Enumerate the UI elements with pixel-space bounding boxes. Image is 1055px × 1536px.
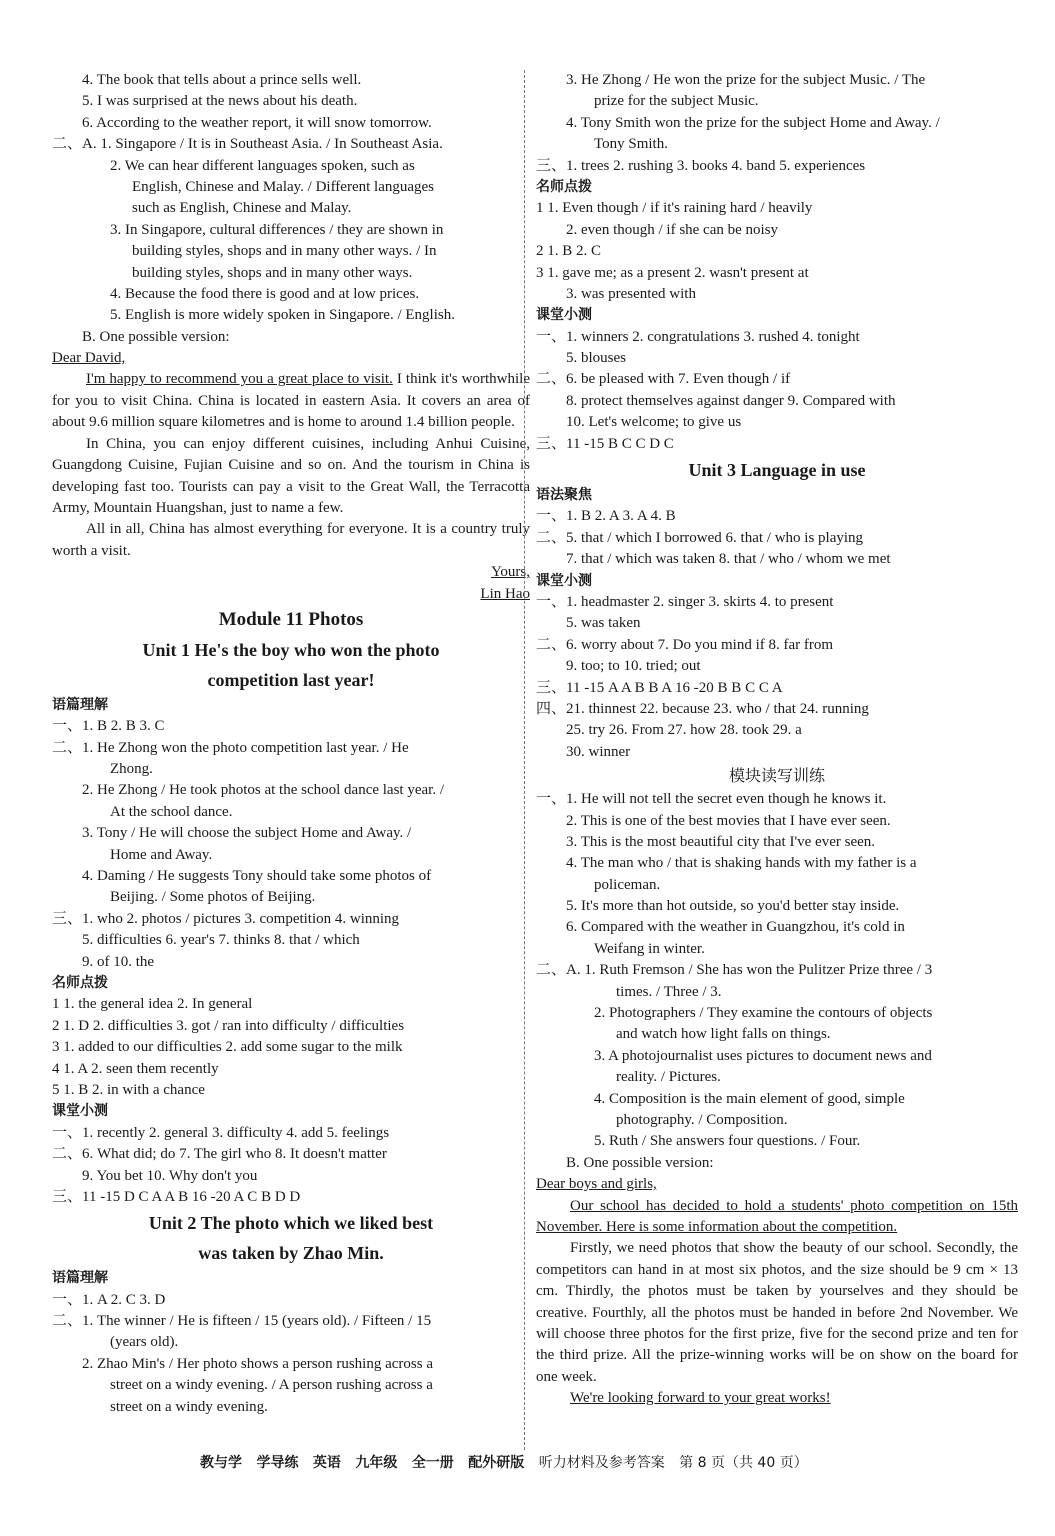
left-line: 4. Daming / He suggests Tony should take some photos of (82, 868, 432, 885)
left-line: 6. According to the weather report, it will snow tomorrow. (82, 114, 432, 131)
left-line: 一、1. B 2. B 3. C (52, 718, 165, 735)
right-line: Tony Smith. (594, 136, 668, 153)
right-column (536, 70, 1018, 1410)
right-line: B. One possible version: (566, 1154, 714, 1171)
right-line: prize for the subject Music. (594, 93, 759, 110)
right-line: 4. Tony Smith won the prize for the subject Home and Away. / (566, 114, 940, 131)
footer-subject: 英语 (312, 1455, 341, 1471)
right-line: Weifang in winter. (594, 940, 705, 957)
right-line: 语法聚焦 (536, 487, 592, 504)
footer-edition: 配外研版 (468, 1455, 525, 1471)
right-line: 二、A. 1. Ruth Fremson / She has won the Pulitzer Prize three / 3 (536, 962, 933, 979)
left-line: English, Chinese and Malay. / Different languages (132, 178, 435, 195)
left-line: 二、1. The winner / He is fifteen / 15 (years old). / Fifteen / 15 (52, 1313, 432, 1330)
right-line: 三、11 -15 B C C D C (536, 435, 674, 452)
left-line: 2. He Zhong / He took photos at the school dance last year. / (82, 782, 444, 799)
right-line: 二、6. be pleased with 7. Even though / if (536, 371, 791, 388)
left-line: 2 1. D 2. difficulties 3. got / ran into difficulty / difficulties (52, 1017, 405, 1034)
left-line: was taken by Zhao Min. (198, 1243, 384, 1264)
left-line: 9. You bet 10. Why don't you (82, 1167, 258, 1184)
right-line: 三、1. trees 2. rushing 3. books 4. band 5. experiences (536, 157, 866, 174)
right-line: Unit 3 Language in use (688, 460, 866, 481)
left-line: competition last year! (207, 669, 375, 690)
right-line: 2. even though / if she can be noisy (566, 221, 779, 238)
left-line: 4 1. A 2. seen them recently (52, 1060, 219, 1077)
right-line: 三、11 -15 A A B B A 16 -20 B B C C A (536, 679, 783, 696)
left-line: street on a windy evening. (110, 1398, 268, 1415)
right-line: 1 1. Even though / if it's raining hard / heavily (536, 200, 813, 217)
footer-series: 学导练 (256, 1455, 299, 1471)
right-line: 9. too; to 10. tried; out (566, 658, 701, 675)
right-line: 3 1. gave me; as a present 2. wasn't present at (536, 264, 809, 281)
left-line: (years old). (110, 1334, 179, 1351)
left-line: 3. Tony / He will choose the subject Home and Away. / (82, 825, 412, 842)
right-line: 10. Let's welcome; to give us (566, 414, 742, 431)
right-line: 课堂小测 (536, 307, 592, 324)
left-line: I'm happy to recommend you a great place to visit. I think it's worthwhile for you to visit China. China is located in eastern Asia. It covers an area of about 9.6 million square kilometres and is home to around 1.4 billion people. (52, 371, 531, 431)
left-line: 二、1. He Zhong won the photo competition last year. / He (52, 739, 409, 756)
left-line: Lin Hao (480, 585, 530, 602)
left-line: B. One possible version: (82, 328, 230, 345)
right-line: 3. This is the most beautiful city that I've ever seen. (566, 833, 876, 850)
right-line: photography. / Composition. (616, 1111, 788, 1128)
left-line: building styles, shops and in many other ways. / In (132, 243, 437, 260)
left-line: 三、11 -15 D C A A B 16 -20 A C B D D (52, 1188, 301, 1205)
left-line: Unit 1 He's the boy who won the photo (142, 639, 440, 660)
column-divider (524, 70, 525, 1450)
right-line: 一、1. winners 2. congratulations 3. rushed 4. tonight (536, 328, 860, 345)
left-line: 语篇理解 (52, 696, 108, 713)
right-line: 3. A photojournalist uses pictures to document news and (594, 1047, 932, 1064)
right-line: Our school has decided to hold a students' photo competition on 15th November. Here is some information about the competition. (536, 1197, 1018, 1235)
left-line: 5. difficulties 6. year's 7. thinks 8. that / which (82, 932, 360, 949)
footer-page-number: 第 8 页（共 40 页） (679, 1455, 808, 1471)
left-line: Yours, (491, 564, 530, 581)
left-line: building styles, shops and in many other ways. (132, 264, 413, 281)
left-line: 三、1. who 2. photos / pictures 3. competition 4. winning (52, 910, 400, 927)
left-line: 课堂小测 (52, 1103, 108, 1120)
right-line: 2. Photographers / They examine the contours of objects (594, 1005, 933, 1022)
left-line: 二、A. 1. Singapore / It is in Southeast Asia. / In Southeast Asia. (52, 136, 443, 153)
right-line: 4. Composition is the main element of good, simple (594, 1090, 905, 1107)
right-line: 5. was taken (566, 615, 641, 632)
right-line: 四、21. thinnest 22. because 23. who / that 24. running (536, 700, 869, 717)
right-line: 6. Compared with the weather in Guangzhou, it's cold in (566, 919, 905, 936)
right-line: 2 1. B 2. C (536, 243, 602, 260)
footer-brand: 教与学 (200, 1455, 242, 1471)
right-line: 30. winner (566, 743, 631, 760)
left-line: 3. In Singapore, cultural differences / they are shown in (110, 221, 444, 238)
right-line: 2. This is one of the best movies that I have ever seen. (566, 812, 891, 829)
left-line: 语篇理解 (52, 1270, 108, 1287)
right-line: 一、1. headmaster 2. singer 3. skirts 4. to present (536, 593, 834, 610)
footer-volume: 全一册 (411, 1455, 454, 1471)
left-line: 1 1. the general idea 2. In general (52, 996, 253, 1013)
right-line: Firstly, we need photos that show the beauty of our school. Secondly, the competitors can hand in at most six photos, and the size should be 9 cm × 13 cm. Thirdly, the photos must be taken by yourselves and they should be creative. Fourthly, all the photos must be handed in before 2nd November. We will choose three photos for the first prize, five for the second prize and ten for the third prize. All the prize-winning works will be on show on the board for one week. (536, 1240, 1018, 1385)
right-line: 二、5. that / which I borrowed 6. that / who is playing (536, 529, 864, 546)
right-line: and watch how light falls on things. (616, 1026, 831, 1043)
right-line: policeman. (594, 876, 661, 893)
right-line: Dear boys and girls, (536, 1176, 657, 1193)
left-line: 4. Because the food there is good and at low prices. (110, 285, 420, 302)
right-line: 3. was presented with (566, 285, 696, 302)
left-column (52, 70, 530, 1418)
right-line: 3. He Zhong / He won the prize for the subject Music. / The (566, 72, 926, 88)
left-line: In China, you can enjoy different cuisines, including Anhui Cuisine, Guangdong Cuisine, Fujian Cuisine and so on. And the tourism in China is developing fast too. Tourists can pay a visit to the Great Wall, the Terracotta Army, Mountain Huangshan, just to name a few. (52, 435, 530, 516)
right-line: 一、1. He will not tell the secret even though he knows it. (536, 791, 887, 808)
right-line: 25. try 26. From 27. how 28. took 29. a (566, 722, 802, 739)
right-line: 课堂小测 (536, 572, 592, 589)
right-line: 5. Ruth / She answers four questions. / Four. (594, 1133, 861, 1150)
left-line: Module 11 Photos (218, 608, 364, 630)
right-line: 8. protect themselves against danger 9. Compared with (566, 392, 896, 409)
left-line: Zhong. (110, 761, 153, 778)
right-line: 模块读写训练 (728, 766, 825, 786)
left-line: such as English, Chinese and Malay. (132, 200, 352, 217)
left-line: 2. Zhao Min's / Her photo shows a person rushing across a (82, 1355, 433, 1372)
right-line: 二、6. worry about 7. Do you mind if 8. far from (536, 636, 834, 653)
left-line: 5 1. B 2. in with a chance (52, 1081, 205, 1098)
page-footer (200, 1448, 1000, 1478)
left-line: 一、1. A 2. C 3. D (52, 1291, 166, 1308)
footer-section: 听力材料及参考答案 (538, 1455, 665, 1471)
left-line: street on a windy evening. / A person rushing across a (110, 1377, 433, 1394)
right-line: 7. that / which was taken 8. that / who / whom we met (566, 551, 891, 568)
left-line: 4. The book that tells about a prince sells well. (82, 72, 362, 88)
left-line: 9. of 10. the (82, 953, 155, 970)
footer-grade: 九年级 (355, 1455, 398, 1471)
left-line: At the school dance. (110, 803, 233, 820)
left-line: 名师点拨 (52, 974, 108, 991)
left-line: All in all, China has almost everything for everyone. It is a country truly worth a visit. (52, 521, 530, 559)
left-line: 5. English is more widely spoken in Singapore. / English. (110, 307, 455, 324)
left-line: 一、1. recently 2. general 3. difficulty 4. add 5. feelings (52, 1124, 390, 1141)
right-line: 5. It's more than hot outside, so you'd better stay inside. (566, 898, 900, 915)
left-line: Beijing. / Some photos of Beijing. (110, 889, 316, 906)
left-line: 5. I was surprised at the news about his death. (82, 93, 358, 110)
right-line: 5. blouses (566, 350, 626, 367)
left-line: Home and Away. (110, 846, 213, 863)
left-line: Unit 2 The photo which we liked best (148, 1213, 434, 1234)
left-line: 二、6. What did; do 7. The girl who 8. It doesn't matter (52, 1146, 387, 1163)
left-line: 3 1. added to our difficulties 2. add some sugar to the milk (52, 1039, 403, 1056)
left-line: Dear David, (52, 350, 126, 367)
right-line: 名师点拨 (536, 178, 592, 195)
right-line: times. / Three / 3. (616, 983, 722, 1000)
right-line: 一、1. B 2. A 3. A 4. B (536, 508, 676, 525)
right-line: reality. / Pictures. (616, 1069, 721, 1086)
right-line: 4. The man who / that is shaking hands with my father is a (566, 855, 917, 872)
right-line: We're looking forward to your great works! (570, 1390, 831, 1407)
left-line: 2. We can hear different languages spoken, such as (110, 157, 415, 174)
